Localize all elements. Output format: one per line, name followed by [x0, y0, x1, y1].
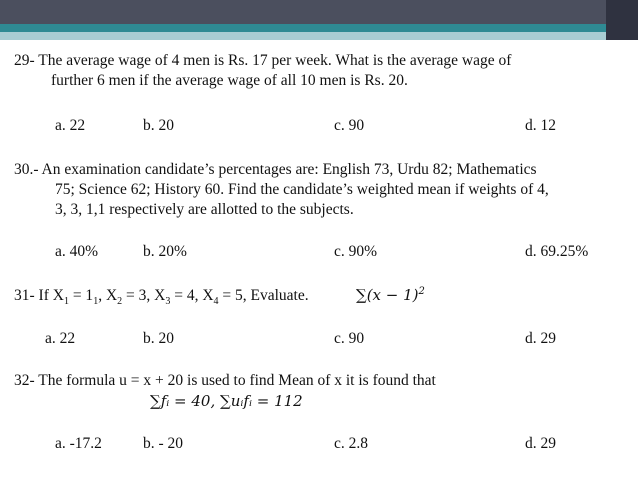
- q31-eq1: = 1: [68, 287, 94, 304]
- q32-option-c: c. 2.8: [334, 435, 369, 452]
- q32-formula: ∑𝑓ᵢ = 40, ∑𝑢ᵢ𝑓ᵢ = 112: [150, 392, 303, 410]
- q30-line3: 3, 3, 1,1 respectively are allotted to the subjects.: [55, 201, 354, 218]
- q31-option-b: b. 20: [143, 330, 174, 347]
- q29-option-a: a. 22: [55, 117, 86, 134]
- q30-option-c: c. 90%: [334, 243, 378, 260]
- q31-sub1: 1: [63, 296, 69, 308]
- q30-option-a: a. 40%: [55, 243, 99, 260]
- q31-sub2: 2: [117, 296, 123, 308]
- q30-line1: 30.- An examination candidate’s percentages are: English 73, Urdu 82; Mathematics: [14, 161, 537, 178]
- q31-mid4: = 5, Evaluate.: [218, 287, 309, 304]
- q31-formula: [356, 286, 425, 304]
- q32-option-d: d. 29: [525, 435, 556, 452]
- q31-option-a: a. 22: [45, 330, 76, 347]
- q31-prefix: 31- If X: [14, 287, 64, 304]
- q31-mid2: = 3, X: [122, 287, 166, 304]
- q32-option-a: a. -17.2: [55, 435, 102, 452]
- q29-line2: further 6 men if the average wage of all 10 men is Rs. 20.: [51, 72, 408, 89]
- q31-mid1: , X: [98, 287, 118, 304]
- q29-option-d: d. 12: [525, 117, 556, 134]
- q31-option-c: c. 90: [334, 330, 365, 347]
- q29-line1: 29- The average wage of 4 men is Rs. 17 per week. What is the average wage of: [14, 52, 512, 69]
- q29-option-b: b. 20: [143, 117, 174, 134]
- q29-option-c: c. 90: [334, 117, 365, 134]
- q30-option-d: d. 69.25%: [525, 243, 589, 260]
- q31-mid3: = 4, X: [170, 287, 214, 304]
- q31-sub1b: 1: [93, 296, 99, 308]
- q31-statement: [14, 287, 309, 308]
- q31-option-d: d. 29: [525, 330, 556, 347]
- q32-line1: 32- The formula u = x + 20 is used to find Mean of x it is found that: [14, 372, 436, 389]
- q30-option-b: b. 20%: [143, 243, 187, 260]
- q31-formula-body: ∑(𝑥 − 1): [356, 286, 419, 304]
- q31-sub4: 4: [213, 296, 219, 308]
- q31-sub3: 3: [165, 296, 171, 308]
- q32-option-b: b. - 20: [143, 435, 184, 452]
- q30-line2: 75; Science 62; History 60. Find the candidate’s weighted mean if weights of 4,: [55, 181, 549, 198]
- q31-formula-exponent: 2: [418, 286, 425, 297]
